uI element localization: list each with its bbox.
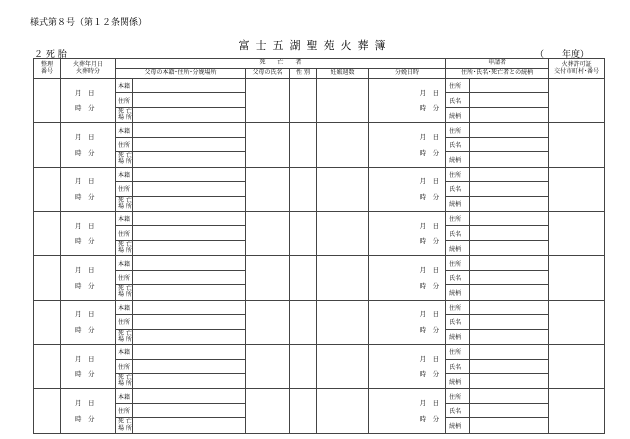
parent-name-cell[interactable] bbox=[246, 212, 290, 256]
applicant-name-label: 氏名 bbox=[446, 137, 470, 151]
applicant-address-label: 住所 bbox=[446, 123, 470, 137]
month-label: 月 bbox=[75, 177, 82, 186]
month-label: 月 bbox=[75, 88, 82, 97]
minute-label: 分 bbox=[432, 325, 440, 334]
hour-label: 時 bbox=[419, 370, 427, 379]
cremation-register-table bbox=[33, 58, 605, 434]
seiri-cell[interactable] bbox=[34, 212, 61, 256]
parent-name-cell[interactable] bbox=[246, 300, 290, 344]
minute-label: 分 bbox=[88, 370, 95, 379]
address-field[interactable] bbox=[133, 226, 246, 240]
honseki-label: 本籍 bbox=[116, 256, 133, 270]
applicant-relation-label: 続柄 bbox=[446, 107, 470, 122]
death-place-label: 死 亡 場 所 bbox=[116, 329, 133, 344]
hour-label: 時 bbox=[75, 325, 82, 334]
gestation-cell[interactable] bbox=[317, 389, 369, 434]
day-label: 日 bbox=[432, 399, 440, 408]
sex-cell[interactable] bbox=[290, 300, 317, 344]
month-label: 月 bbox=[419, 399, 427, 408]
birth-datetime-cell[interactable] bbox=[369, 256, 446, 300]
applicant-name-label: 氏名 bbox=[446, 315, 470, 329]
hour-label: 時 bbox=[419, 325, 427, 334]
col-honseki-header: 父母の本籍･住所･分娩場所 bbox=[116, 69, 246, 79]
entry-row bbox=[34, 123, 605, 137]
address-field[interactable] bbox=[133, 137, 246, 151]
honseki-field[interactable] bbox=[133, 300, 246, 314]
sex-cell[interactable] bbox=[290, 123, 317, 167]
address-label: 住所 bbox=[116, 93, 133, 107]
entry-row bbox=[34, 212, 605, 226]
minute-label: 分 bbox=[432, 237, 440, 246]
day-label: 日 bbox=[432, 266, 440, 275]
applicant-relation-field[interactable] bbox=[470, 285, 549, 300]
col-deceased-group-header: 死 亡 者 bbox=[116, 59, 446, 69]
day-label: 日 bbox=[432, 354, 440, 363]
death-place-field[interactable] bbox=[133, 107, 246, 122]
applicant-name-field[interactable] bbox=[470, 315, 549, 329]
seiri-cell[interactable] bbox=[34, 79, 61, 123]
parent-name-cell[interactable] bbox=[246, 389, 290, 434]
month-label: 月 bbox=[419, 310, 427, 319]
birth-datetime-cell[interactable] bbox=[369, 212, 446, 256]
applicant-name-field[interactable] bbox=[470, 403, 549, 417]
minute-label: 分 bbox=[88, 281, 95, 290]
death-place-label: 死 亡 場 所 bbox=[116, 373, 133, 388]
applicant-address-label: 住所 bbox=[446, 389, 470, 403]
address-label: 住所 bbox=[116, 270, 133, 284]
gestation-cell[interactable] bbox=[317, 167, 369, 211]
sex-cell[interactable] bbox=[290, 345, 317, 389]
honseki-label: 本籍 bbox=[116, 167, 133, 181]
hour-label: 時 bbox=[419, 414, 427, 423]
applicant-relation-label: 続柄 bbox=[446, 329, 470, 344]
day-label: 日 bbox=[432, 133, 440, 142]
col-applicant-group-header: 申請者 bbox=[446, 59, 549, 69]
address-field[interactable] bbox=[133, 359, 246, 373]
applicant-name-field[interactable] bbox=[470, 93, 549, 107]
birth-datetime-cell[interactable] bbox=[369, 167, 446, 211]
death-place-label: 死 亡 場 所 bbox=[116, 196, 133, 211]
applicant-name-label: 氏名 bbox=[446, 93, 470, 107]
address-field[interactable] bbox=[133, 315, 246, 329]
applicant-address-label: 住所 bbox=[446, 345, 470, 359]
applicant-address-field[interactable] bbox=[470, 123, 549, 137]
permit-cell[interactable] bbox=[549, 256, 605, 300]
applicant-address-field[interactable] bbox=[470, 167, 549, 181]
applicant-name-field[interactable] bbox=[470, 359, 549, 373]
seiri-cell[interactable] bbox=[34, 123, 61, 167]
kaso-datetime-cell[interactable] bbox=[61, 345, 116, 389]
month-label: 月 bbox=[419, 133, 427, 142]
applicant-relation-field[interactable] bbox=[470, 329, 549, 344]
address-field[interactable] bbox=[133, 270, 246, 284]
col-gestation-header: 妊娠週数 bbox=[317, 69, 369, 79]
month-label: 月 bbox=[419, 354, 427, 363]
death-place-field[interactable] bbox=[133, 240, 246, 255]
seiri-cell[interactable] bbox=[34, 389, 61, 434]
birth-datetime-cell[interactable] bbox=[369, 123, 446, 167]
applicant-address-label: 住所 bbox=[446, 79, 470, 93]
gestation-cell[interactable] bbox=[317, 79, 369, 123]
parent-name-cell[interactable] bbox=[246, 256, 290, 300]
minute-label: 分 bbox=[432, 414, 440, 423]
month-label: 月 bbox=[75, 399, 82, 408]
hour-label: 時 bbox=[419, 104, 427, 113]
applicant-name-field[interactable] bbox=[470, 137, 549, 151]
address-label: 住所 bbox=[116, 137, 133, 151]
col-permit-header: 火葬許可証 交付市町村･番号 bbox=[549, 59, 605, 79]
sex-cell[interactable] bbox=[290, 256, 317, 300]
birth-datetime-cell[interactable] bbox=[369, 345, 446, 389]
applicant-relation-field[interactable] bbox=[470, 240, 549, 255]
day-label: 日 bbox=[432, 177, 440, 186]
hour-label: 時 bbox=[419, 148, 427, 157]
gestation-cell[interactable] bbox=[317, 300, 369, 344]
minute-label: 分 bbox=[88, 414, 95, 423]
hour-label: 時 bbox=[419, 192, 427, 201]
gestation-cell[interactable] bbox=[317, 123, 369, 167]
kaso-datetime-cell[interactable] bbox=[61, 79, 116, 123]
kaso-datetime-cell[interactable] bbox=[61, 167, 116, 211]
address-label: 住所 bbox=[116, 315, 133, 329]
month-label: 月 bbox=[75, 133, 82, 142]
month-label: 月 bbox=[419, 266, 427, 275]
honseki-label: 本籍 bbox=[116, 345, 133, 359]
minute-label: 分 bbox=[432, 370, 440, 379]
applicant-relation-label: 続柄 bbox=[446, 285, 470, 300]
seiri-cell[interactable] bbox=[34, 167, 61, 211]
applicant-name-label: 氏名 bbox=[446, 359, 470, 373]
permit-cell[interactable] bbox=[549, 389, 605, 434]
applicant-relation-label: 続柄 bbox=[446, 196, 470, 211]
death-place-field[interactable] bbox=[133, 152, 246, 167]
month-label: 月 bbox=[419, 221, 427, 230]
death-place-label: 死 亡 場 所 bbox=[116, 152, 133, 167]
kaso-datetime-cell[interactable] bbox=[61, 123, 116, 167]
hour-label: 時 bbox=[75, 237, 82, 246]
seiri-cell[interactable] bbox=[34, 345, 61, 389]
address-label: 住所 bbox=[116, 359, 133, 373]
day-label: 日 bbox=[88, 88, 95, 97]
applicant-address-field[interactable] bbox=[470, 212, 549, 226]
permit-cell[interactable] bbox=[549, 212, 605, 256]
fiscal-year-label: （ 年度） bbox=[535, 50, 590, 60]
sex-cell[interactable] bbox=[290, 389, 317, 434]
minute-label: 分 bbox=[88, 148, 95, 157]
death-place-field[interactable] bbox=[133, 329, 246, 344]
applicant-address-field[interactable] bbox=[470, 256, 549, 270]
entry-row bbox=[34, 389, 605, 403]
death-place-field[interactable] bbox=[133, 285, 246, 300]
address-field[interactable] bbox=[133, 182, 246, 196]
applicant-relation-label: 続柄 bbox=[446, 240, 470, 255]
minute-label: 分 bbox=[432, 192, 440, 201]
parent-name-cell[interactable] bbox=[246, 123, 290, 167]
applicant-address-field[interactable] bbox=[470, 79, 549, 93]
honseki-field[interactable] bbox=[133, 79, 246, 93]
permit-cell[interactable] bbox=[549, 345, 605, 389]
day-label: 日 bbox=[88, 399, 95, 408]
month-label: 月 bbox=[75, 221, 82, 230]
honseki-label: 本籍 bbox=[116, 389, 133, 403]
applicant-name-field[interactable] bbox=[470, 182, 549, 196]
entry-row bbox=[34, 79, 605, 93]
honseki-field[interactable] bbox=[133, 389, 246, 403]
col-applicant-detail-header: 住所･氏名･死亡者との続柄 bbox=[446, 69, 549, 79]
entry-row bbox=[34, 256, 605, 270]
day-label: 日 bbox=[88, 221, 95, 230]
minute-label: 分 bbox=[432, 104, 440, 113]
birth-datetime-cell[interactable] bbox=[369, 79, 446, 123]
birth-datetime-cell[interactable] bbox=[369, 300, 446, 344]
gestation-cell[interactable] bbox=[317, 212, 369, 256]
day-label: 日 bbox=[432, 88, 440, 97]
col-parent-name-header: 父母の氏名 bbox=[246, 69, 290, 79]
applicant-relation-field[interactable] bbox=[470, 418, 549, 434]
applicant-name-label: 氏名 bbox=[446, 182, 470, 196]
month-label: 月 bbox=[419, 177, 427, 186]
permit-cell[interactable] bbox=[549, 167, 605, 211]
day-label: 日 bbox=[88, 354, 95, 363]
death-place-field[interactable] bbox=[133, 373, 246, 388]
address-field[interactable] bbox=[133, 93, 246, 107]
honseki-field[interactable] bbox=[133, 167, 246, 181]
kaso-datetime-cell[interactable] bbox=[61, 389, 116, 434]
minute-label: 分 bbox=[88, 104, 95, 113]
minute-label: 分 bbox=[88, 325, 95, 334]
seiri-cell[interactable] bbox=[34, 256, 61, 300]
gestation-cell[interactable] bbox=[317, 345, 369, 389]
honseki-label: 本籍 bbox=[116, 300, 133, 314]
hour-label: 時 bbox=[419, 237, 427, 246]
day-label: 日 bbox=[432, 221, 440, 230]
applicant-relation-field[interactable] bbox=[470, 152, 549, 167]
minute-label: 分 bbox=[432, 281, 440, 290]
death-place-field[interactable] bbox=[133, 418, 246, 434]
entry-row bbox=[34, 345, 605, 359]
applicant-relation-label: 続柄 bbox=[446, 418, 470, 434]
address-label: 住所 bbox=[116, 182, 133, 196]
day-label: 日 bbox=[88, 133, 95, 142]
section-label: ２ 死 胎 bbox=[34, 50, 67, 60]
hour-label: 時 bbox=[75, 104, 82, 113]
register-title: 富士五湖聖苑火葬簿 bbox=[238, 39, 392, 52]
address-label: 住所 bbox=[116, 226, 133, 240]
permit-cell[interactable] bbox=[549, 300, 605, 344]
applicant-address-label: 住所 bbox=[446, 256, 470, 270]
kaso-datetime-cell[interactable] bbox=[61, 300, 116, 344]
sex-cell[interactable] bbox=[290, 79, 317, 123]
birth-datetime-cell[interactable] bbox=[369, 389, 446, 434]
sex-cell[interactable] bbox=[290, 212, 317, 256]
gestation-cell[interactable] bbox=[317, 256, 369, 300]
honseki-field[interactable] bbox=[133, 212, 246, 226]
hour-label: 時 bbox=[75, 192, 82, 201]
minute-label: 分 bbox=[88, 237, 95, 246]
death-place-label: 死 亡 場 所 bbox=[116, 418, 133, 434]
seiri-cell[interactable] bbox=[34, 300, 61, 344]
applicant-relation-field[interactable] bbox=[470, 196, 549, 211]
death-place-field[interactable] bbox=[133, 196, 246, 211]
applicant-relation-label: 続柄 bbox=[446, 373, 470, 388]
kaso-datetime-cell[interactable] bbox=[61, 256, 116, 300]
death-place-label: 死 亡 場 所 bbox=[116, 285, 133, 300]
permit-cell[interactable] bbox=[549, 79, 605, 123]
col-birth-datetime-header: 分娩日時 bbox=[369, 69, 446, 79]
day-label: 日 bbox=[88, 266, 95, 275]
hour-label: 時 bbox=[75, 148, 82, 157]
day-label: 日 bbox=[88, 177, 95, 186]
applicant-name-label: 氏名 bbox=[446, 403, 470, 417]
month-label: 月 bbox=[75, 310, 82, 319]
col-kaso-datetime-header: 火葬年月日 火葬時分 bbox=[61, 59, 116, 79]
hour-label: 時 bbox=[419, 281, 427, 290]
parent-name-cell[interactable] bbox=[246, 79, 290, 123]
month-label: 月 bbox=[75, 266, 82, 275]
applicant-relation-field[interactable] bbox=[470, 107, 549, 122]
hour-label: 時 bbox=[75, 414, 82, 423]
day-label: 日 bbox=[88, 310, 95, 319]
applicant-address-field[interactable] bbox=[470, 300, 549, 314]
day-label: 日 bbox=[432, 310, 440, 319]
parent-name-cell[interactable] bbox=[246, 345, 290, 389]
honseki-label: 本籍 bbox=[116, 79, 133, 93]
col-sex-header: 性 別 bbox=[290, 69, 317, 79]
honseki-field[interactable] bbox=[133, 123, 246, 137]
death-place-label: 死 亡 場 所 bbox=[116, 240, 133, 255]
honseki-label: 本籍 bbox=[116, 123, 133, 137]
applicant-address-field[interactable] bbox=[470, 389, 549, 403]
honseki-label: 本籍 bbox=[116, 212, 133, 226]
applicant-relation-field[interactable] bbox=[470, 373, 549, 388]
parent-name-cell[interactable] bbox=[246, 167, 290, 211]
applicant-relation-label: 続柄 bbox=[446, 152, 470, 167]
minute-label: 分 bbox=[88, 192, 95, 201]
sex-cell[interactable] bbox=[290, 167, 317, 211]
entry-row bbox=[34, 300, 605, 314]
applicant-address-label: 住所 bbox=[446, 167, 470, 181]
hour-label: 時 bbox=[75, 281, 82, 290]
kaso-datetime-cell[interactable] bbox=[61, 212, 116, 256]
month-label: 月 bbox=[419, 88, 427, 97]
permit-cell[interactable] bbox=[549, 123, 605, 167]
entry-row bbox=[34, 167, 605, 181]
applicant-address-label: 住所 bbox=[446, 300, 470, 314]
honseki-field[interactable] bbox=[133, 345, 246, 359]
death-place-label: 死 亡 場 所 bbox=[116, 107, 133, 122]
minute-label: 分 bbox=[432, 148, 440, 157]
applicant-name-label: 氏名 bbox=[446, 226, 470, 240]
applicant-name-label: 氏名 bbox=[446, 270, 470, 284]
hour-label: 時 bbox=[75, 370, 82, 379]
applicant-name-field[interactable] bbox=[470, 226, 549, 240]
applicant-name-field[interactable] bbox=[470, 270, 549, 284]
applicant-address-field[interactable] bbox=[470, 345, 549, 359]
form-number-label: 様式第８号（第１２条関係） bbox=[30, 18, 148, 28]
col-seiri-header: 整理 番号 bbox=[34, 59, 61, 79]
address-label: 住所 bbox=[116, 403, 133, 417]
address-field[interactable] bbox=[133, 403, 246, 417]
month-label: 月 bbox=[75, 354, 82, 363]
applicant-address-label: 住所 bbox=[446, 212, 470, 226]
honseki-field[interactable] bbox=[133, 256, 246, 270]
